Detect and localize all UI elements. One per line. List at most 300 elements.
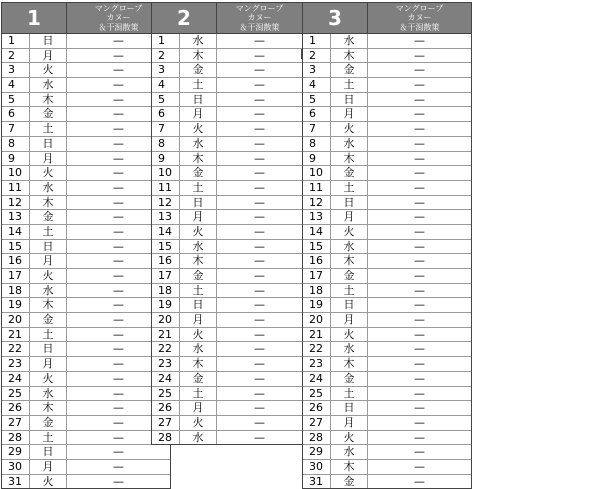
- status-cell: —: [254, 166, 265, 180]
- day-cell: 20: [152, 313, 180, 327]
- status-cell: —: [414, 313, 425, 327]
- table-row: [303, 93, 471, 108]
- table-row: [2, 401, 170, 416]
- table-row: [303, 416, 471, 431]
- table-row: [2, 387, 170, 402]
- day-cell: 25: [152, 387, 180, 401]
- day-cell: 25: [303, 387, 331, 401]
- weekday-cell: 土: [180, 284, 217, 298]
- status-cell: —: [254, 430, 265, 444]
- weekday-cell: 土: [331, 181, 368, 195]
- weekday-cell: 日: [30, 34, 67, 48]
- table-row: [152, 49, 302, 64]
- day-cell: 4: [152, 78, 180, 92]
- day-cell: 24: [303, 372, 331, 386]
- day-cell: 16: [152, 254, 180, 268]
- table-row: [152, 298, 302, 313]
- day-cell: 24: [2, 372, 30, 386]
- table-row: [2, 166, 170, 181]
- weekday-cell: 月: [331, 107, 368, 121]
- status-cell: —: [113, 269, 124, 282]
- status-cell: —: [113, 180, 124, 194]
- status-cell: —: [113, 122, 124, 136]
- status-cell: —: [414, 136, 425, 150]
- status-cell: —: [113, 445, 124, 459]
- status-cell: —: [254, 415, 265, 429]
- month-number: 3: [303, 3, 368, 33]
- day-cell: 7: [152, 122, 180, 136]
- table-row: [2, 416, 170, 431]
- weekday-cell: 火: [30, 63, 67, 77]
- day-cell: 2: [152, 49, 180, 63]
- weekday-cell: 日: [30, 240, 67, 254]
- weekday-cell: 水: [331, 342, 368, 356]
- table-row: [2, 122, 170, 137]
- status-cell: —: [254, 298, 265, 312]
- table-row: [2, 342, 170, 357]
- status-cell: —: [254, 313, 265, 327]
- day-cell: 23: [2, 357, 30, 371]
- status-cell: —: [414, 48, 425, 62]
- status-cell: —: [414, 430, 425, 444]
- weekday-cell: 金: [180, 372, 217, 386]
- status-cell: —: [414, 298, 425, 312]
- table-row: [303, 269, 471, 284]
- weekday-cell: 木: [180, 152, 217, 166]
- weekday-cell: 水: [331, 34, 368, 48]
- status-cell: —: [254, 371, 265, 385]
- table-row: [152, 357, 302, 372]
- day-cell: 21: [303, 328, 331, 342]
- status-cell: —: [414, 166, 425, 180]
- status-cell: —: [113, 48, 124, 62]
- weekday-cell: 月: [180, 313, 217, 327]
- table-row: [303, 196, 471, 211]
- status-cell: —: [113, 298, 124, 312]
- table-row: [303, 210, 471, 225]
- weekday-cell: 日: [331, 298, 368, 312]
- status-cell: —: [254, 224, 265, 238]
- table-row: [2, 137, 170, 152]
- status-cell: —: [113, 92, 124, 106]
- table-row: [303, 166, 471, 181]
- day-cell: 4: [2, 78, 30, 92]
- status-cell: —: [113, 430, 124, 444]
- day-cell: 16: [303, 254, 331, 268]
- table-row: [2, 431, 170, 446]
- day-cell: 7: [303, 122, 331, 136]
- table-row: [152, 313, 302, 328]
- weekday-cell: 水: [30, 78, 67, 92]
- day-cell: 5: [2, 93, 30, 107]
- table-row: [303, 401, 471, 416]
- day-cell: 25: [2, 387, 30, 401]
- day-cell: 17: [2, 269, 30, 283]
- day-cell: 6: [152, 107, 180, 121]
- table-row: [303, 254, 471, 269]
- table-row: [152, 152, 302, 167]
- weekday-cell: 土: [30, 328, 67, 342]
- day-cell: 9: [303, 152, 331, 166]
- weekday-cell: 土: [30, 431, 67, 445]
- table-row: [2, 445, 170, 460]
- day-cell: 18: [303, 284, 331, 298]
- weekday-cell: 月: [30, 254, 67, 268]
- status-cell: —: [113, 151, 124, 165]
- status-cell: —: [254, 357, 265, 371]
- weekday-cell: 水: [331, 445, 368, 459]
- status-cell: —: [254, 401, 265, 415]
- weekday-cell: 金: [331, 63, 368, 77]
- status-cell: —: [254, 180, 265, 194]
- status-cell: —: [113, 313, 124, 327]
- status-cell: —: [254, 34, 265, 47]
- weekday-cell: 月: [180, 401, 217, 415]
- weekday-cell: 火: [180, 225, 217, 239]
- table-row: [152, 93, 302, 108]
- status-cell: —: [254, 107, 265, 121]
- status-cell: —: [414, 386, 425, 400]
- weekday-cell: 木: [331, 460, 368, 474]
- day-cell: 11: [2, 181, 30, 195]
- table-row: [303, 328, 471, 343]
- day-cell: 1: [2, 34, 30, 48]
- month-table-2: [151, 2, 303, 445]
- weekday-cell: 日: [180, 196, 217, 210]
- day-cell: 13: [303, 210, 331, 224]
- table-row: [303, 225, 471, 240]
- day-cell: 18: [2, 284, 30, 298]
- weekday-cell: 月: [180, 107, 217, 121]
- weekday-cell: 月: [180, 210, 217, 224]
- day-cell: 22: [303, 342, 331, 356]
- day-cell: 18: [152, 284, 180, 298]
- status-cell: —: [254, 92, 265, 106]
- status-cell: —: [113, 415, 124, 429]
- table-row: [303, 152, 471, 167]
- weekday-cell: 木: [30, 298, 67, 312]
- table-row: [303, 181, 471, 196]
- table-row: [2, 196, 170, 211]
- weekday-cell: 火: [180, 416, 217, 430]
- table-row: [2, 225, 170, 240]
- weekday-cell: 木: [331, 49, 368, 63]
- weekday-cell: 水: [30, 284, 67, 298]
- day-cell: 24: [152, 372, 180, 386]
- table-row: [2, 152, 170, 167]
- rows: [152, 34, 302, 444]
- weekday-cell: 水: [180, 431, 217, 445]
- status-cell: —: [254, 136, 265, 150]
- status-cell: —: [414, 415, 425, 429]
- table-row: [2, 254, 170, 269]
- status-cell: —: [414, 327, 425, 341]
- status-cell: —: [254, 210, 265, 224]
- status-cell: —: [113, 401, 124, 415]
- rows: [303, 34, 471, 488]
- table-row: [303, 122, 471, 137]
- table-row: [2, 49, 170, 64]
- weekday-cell: 水: [331, 240, 368, 254]
- table-row: [2, 210, 170, 225]
- table-row: [303, 78, 471, 93]
- weekday-cell: 水: [180, 342, 217, 356]
- day-cell: 5: [303, 93, 331, 107]
- table-row: [303, 34, 471, 49]
- weekday-cell: 水: [30, 387, 67, 401]
- status-cell: —: [414, 371, 425, 385]
- status-cell: —: [414, 78, 425, 92]
- status-cell: —: [113, 474, 124, 488]
- status-cell: —: [414, 195, 425, 209]
- table-row: [152, 269, 302, 284]
- weekday-cell: 金: [331, 372, 368, 386]
- table-row: [303, 431, 471, 446]
- table-header: [2, 3, 170, 34]
- day-cell: 28: [2, 431, 30, 445]
- status-cell: —: [113, 342, 124, 356]
- day-cell: 17: [303, 269, 331, 283]
- weekday-cell: 金: [180, 63, 217, 77]
- day-cell: 17: [152, 269, 180, 283]
- day-cell: 28: [152, 431, 180, 445]
- table-row: [152, 225, 302, 240]
- table-row: [152, 122, 302, 137]
- status-cell: —: [414, 357, 425, 371]
- weekday-cell: 土: [180, 181, 217, 195]
- weekday-cell: 月: [30, 152, 67, 166]
- table-row: [152, 63, 302, 78]
- status-cell: —: [414, 342, 425, 356]
- day-cell: 31: [2, 475, 30, 489]
- table-row: [2, 63, 170, 78]
- weekday-cell: 土: [331, 284, 368, 298]
- table-row: [2, 240, 170, 255]
- table-row: [152, 78, 302, 93]
- day-cell: 26: [2, 401, 30, 415]
- weekday-cell: 火: [30, 372, 67, 386]
- day-cell: 19: [303, 298, 331, 312]
- column-label: マングローブ カヌー ＆干潟散策: [368, 3, 471, 33]
- weekday-cell: 月: [30, 460, 67, 474]
- table-row: [152, 342, 302, 357]
- day-cell: 30: [303, 460, 331, 474]
- table-header: [303, 3, 471, 34]
- day-cell: 8: [2, 137, 30, 151]
- day-cell: 21: [2, 328, 30, 342]
- table-row: [152, 240, 302, 255]
- status-cell: —: [113, 210, 124, 224]
- weekday-cell: 土: [331, 387, 368, 401]
- day-cell: 28: [303, 431, 331, 445]
- day-cell: 14: [303, 225, 331, 239]
- weekday-cell: 月: [331, 313, 368, 327]
- status-cell: —: [113, 239, 124, 253]
- status-cell: —: [414, 269, 425, 282]
- status-cell: —: [113, 386, 124, 400]
- day-cell: 15: [2, 240, 30, 254]
- day-cell: 13: [152, 210, 180, 224]
- weekday-cell: 木: [180, 254, 217, 268]
- month-number: 2: [152, 3, 217, 33]
- table-row: [152, 107, 302, 122]
- day-cell: 13: [2, 210, 30, 224]
- table-row: [2, 284, 170, 299]
- status-cell: —: [414, 107, 425, 121]
- month-table-1: [1, 2, 171, 489]
- weekday-cell: 月: [331, 210, 368, 224]
- status-cell: —: [113, 78, 124, 92]
- table-row: [152, 387, 302, 402]
- table-header: [152, 3, 302, 34]
- status-cell: —: [254, 78, 265, 92]
- day-cell: 10: [152, 166, 180, 180]
- table-row: [2, 313, 170, 328]
- weekday-cell: 金: [30, 107, 67, 121]
- table-row: [303, 63, 471, 78]
- weekday-cell: 木: [331, 152, 368, 166]
- day-cell: 19: [2, 298, 30, 312]
- weekday-cell: 水: [30, 181, 67, 195]
- weekday-cell: 水: [180, 34, 217, 48]
- day-cell: 22: [2, 342, 30, 356]
- divider-tick: [301, 49, 302, 59]
- day-cell: 9: [152, 152, 180, 166]
- weekday-cell: 水: [180, 137, 217, 151]
- status-cell: —: [414, 254, 425, 268]
- table-row: [152, 401, 302, 416]
- day-cell: 27: [2, 416, 30, 430]
- day-cell: 23: [303, 357, 331, 371]
- table-row: [152, 372, 302, 387]
- day-cell: 20: [303, 313, 331, 327]
- status-cell: —: [254, 342, 265, 356]
- day-cell: 29: [303, 445, 331, 459]
- weekday-cell: 日: [180, 93, 217, 107]
- weekday-cell: 土: [331, 78, 368, 92]
- day-cell: 8: [303, 137, 331, 151]
- day-cell: 20: [2, 313, 30, 327]
- table-row: [2, 181, 170, 196]
- table-row: [152, 416, 302, 431]
- status-cell: —: [414, 283, 425, 297]
- table-row: [303, 342, 471, 357]
- status-cell: —: [254, 122, 265, 136]
- weekday-cell: 火: [331, 122, 368, 136]
- day-cell: 1: [303, 34, 331, 48]
- weekday-cell: 土: [180, 387, 217, 401]
- weekday-cell: 金: [30, 313, 67, 327]
- status-cell: —: [414, 92, 425, 106]
- day-cell: 6: [303, 107, 331, 121]
- day-cell: 11: [303, 181, 331, 195]
- table-row: [2, 460, 170, 475]
- day-cell: 22: [152, 342, 180, 356]
- day-cell: 14: [2, 225, 30, 239]
- day-cell: 11: [152, 181, 180, 195]
- status-cell: —: [113, 459, 124, 473]
- day-cell: 3: [303, 63, 331, 77]
- status-cell: —: [414, 180, 425, 194]
- status-cell: —: [414, 122, 425, 136]
- status-cell: —: [113, 107, 124, 121]
- status-cell: —: [113, 195, 124, 209]
- status-cell: —: [113, 254, 124, 268]
- status-cell: —: [414, 151, 425, 165]
- weekday-cell: 金: [180, 166, 217, 180]
- status-cell: —: [254, 48, 265, 62]
- weekday-cell: 火: [30, 166, 67, 180]
- weekday-cell: 月: [331, 416, 368, 430]
- day-cell: 2: [303, 49, 331, 63]
- weekday-cell: 日: [30, 445, 67, 459]
- table-row: [2, 93, 170, 108]
- weekday-cell: 金: [180, 269, 217, 283]
- table-row: [152, 254, 302, 269]
- weekday-cell: 金: [331, 269, 368, 283]
- status-cell: —: [113, 357, 124, 371]
- status-cell: —: [113, 327, 124, 341]
- day-cell: 5: [152, 93, 180, 107]
- weekday-cell: 土: [30, 122, 67, 136]
- table-row: [2, 269, 170, 284]
- status-cell: —: [254, 63, 265, 77]
- status-cell: —: [414, 401, 425, 415]
- month-table-3: [302, 2, 472, 489]
- table-row: [2, 107, 170, 122]
- weekday-cell: 日: [331, 93, 368, 107]
- day-cell: 1: [152, 34, 180, 48]
- status-cell: —: [113, 34, 124, 47]
- day-cell: 27: [303, 416, 331, 430]
- status-cell: —: [254, 327, 265, 341]
- day-cell: 27: [152, 416, 180, 430]
- day-cell: 4: [303, 78, 331, 92]
- day-cell: 16: [2, 254, 30, 268]
- weekday-cell: 日: [331, 401, 368, 415]
- day-cell: 6: [2, 107, 30, 121]
- weekday-cell: 水: [331, 137, 368, 151]
- status-cell: —: [113, 166, 124, 180]
- column-label: マングローブ カヌー ＆干潟散策: [217, 3, 302, 33]
- table-row: [303, 49, 471, 64]
- day-cell: 26: [152, 401, 180, 415]
- day-cell: 23: [152, 357, 180, 371]
- weekday-cell: 日: [180, 298, 217, 312]
- table-row: [303, 357, 471, 372]
- table-row: [303, 460, 471, 475]
- weekday-cell: 日: [331, 196, 368, 210]
- day-cell: 12: [2, 196, 30, 210]
- weekday-cell: 水: [180, 240, 217, 254]
- table-row: [303, 240, 471, 255]
- day-cell: 7: [2, 122, 30, 136]
- table-row: [152, 210, 302, 225]
- status-cell: —: [414, 474, 425, 488]
- status-cell: —: [113, 63, 124, 77]
- month-number: 1: [2, 3, 67, 33]
- day-cell: 29: [2, 445, 30, 459]
- weekday-cell: 木: [180, 49, 217, 63]
- weekday-cell: 月: [30, 357, 67, 371]
- table-row: [303, 387, 471, 402]
- weekday-cell: 火: [180, 328, 217, 342]
- weekday-cell: 金: [331, 166, 368, 180]
- status-cell: —: [113, 283, 124, 297]
- day-cell: 2: [2, 49, 30, 63]
- status-cell: —: [254, 239, 265, 253]
- weekday-cell: 木: [30, 93, 67, 107]
